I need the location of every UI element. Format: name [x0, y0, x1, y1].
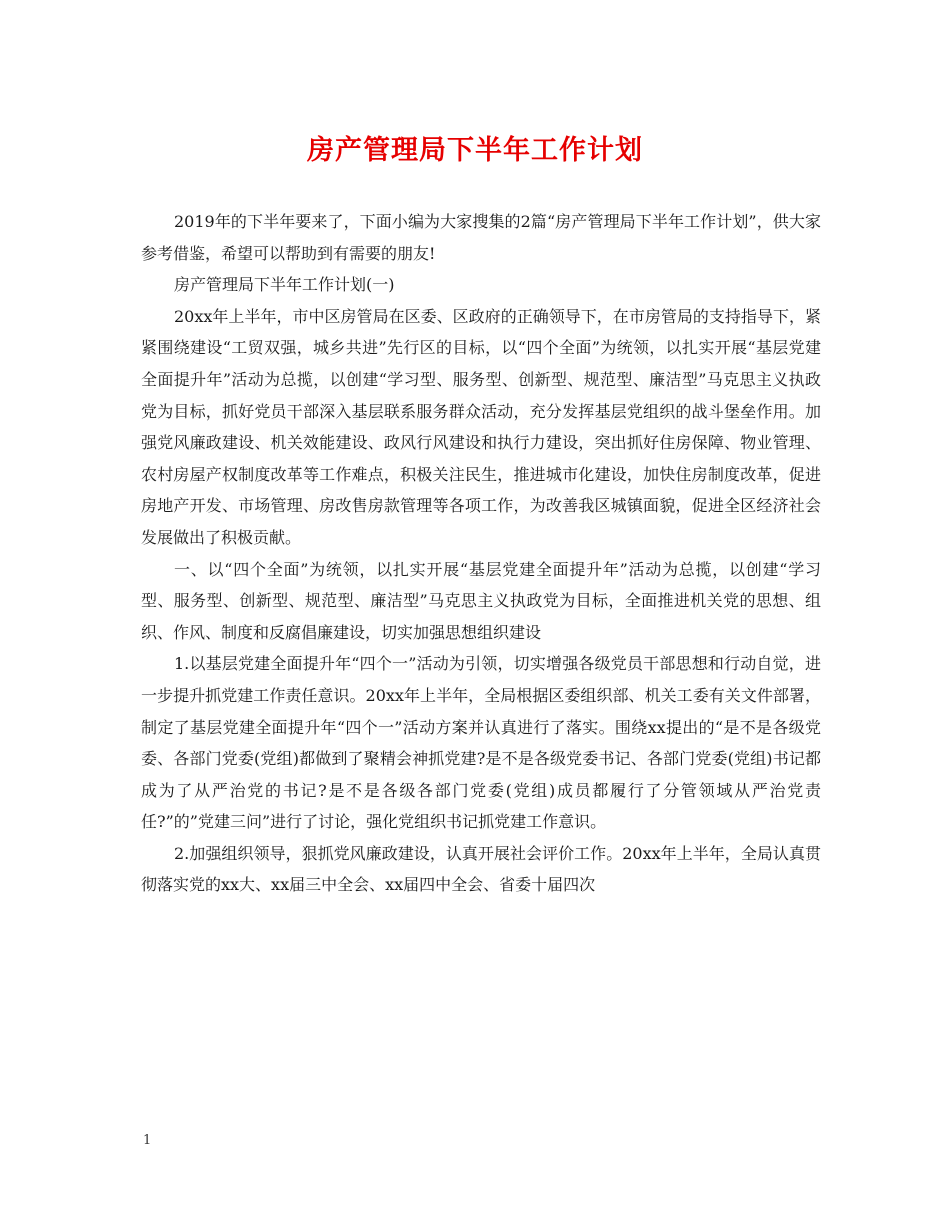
section-one-heading: 一、以“四个全面”为统领，以扎实开展“基层党建全面提升年”活动为总揽，以创建“学习型、服务型、创新型、规范型、廉洁型”马克思主义执政党为目标，全面推进机关党的思想、组织、作风、制度和反腐倡廉建设，切实加强思想组织建设: [141, 559, 821, 642]
intro-paragraph: 2019年的下半年要来了，下面小编为大家搜集的2篇“房产管理局下半年工作计划”，供大家参考借鉴，希望可以帮助到有需要的朋友!: [141, 212, 821, 263]
document-title: 房产管理局下半年工作计划: [307, 135, 643, 166]
document-body: [141, 206, 821, 901]
item-one-paragraph: 1.以基层党建全面提升年“四个一”活动为引领，切实增强各级党员干部思想和行动自觉，进一步提升抓党建工作责任意识。20xx年上半年，全局根据区委组织部、机关工委有关文件部署，制定了基层党建全面提升年“四个一”活动方案并认真进行了落实。围绕xx提出的“是不是各级党委、各部门党委(党组)都做到了聚精会神抓党建?是不是各级党委书记、各部门党委(党组)书记都成为了从严治党的书记?是不是各级各部门党委(党组)成员都履行了分管领域从严治党责任?”的”党建三问”进行了讨论，强化党组织书记抓党建工作意识。: [141, 654, 821, 832]
item-two-paragraph: 2.加强组织领导，狠抓党风廉政建设，认真开展社会评价工作。20xx年上半年，全局认真贯彻落实党的xx大、xx届三中全会、xx届四中全会、省委十届四次: [141, 843, 821, 895]
summary-paragraph: 20xx年上半年，市中区房管局在区委、区政府的正确领导下，在市房管局的支持指导下，紧紧围绕建设“工贸双强，城乡共进”先行区的目标，以“四个全面”为统领，以扎实开展“基层党建全面提升年”活动为总揽，以创建“学习型、服务型、创新型、规范型、廉洁型”马克思主义执政党为目标，抓好党员干部深入基层联系服务群众活动，充分发挥基层党组织的战斗堡垒作用。加强党风廉政建设、机关效能建设、政风行风建设和执行力建设，突出抓好住房保障、物业管理、农村房屋产权制度改革等工作难点，积极关注民生，推进城市化建设，加快住房制度改革，促进房地产开发、市场管理、房改售房款管理等各项工作，为改善我区城镇面貌，促进全区经济社会发展做出了积极贡献。: [141, 306, 821, 547]
section-heading: 房产管理局下半年工作计划(一): [174, 275, 395, 295]
page-number: 1: [143, 1133, 152, 1148]
